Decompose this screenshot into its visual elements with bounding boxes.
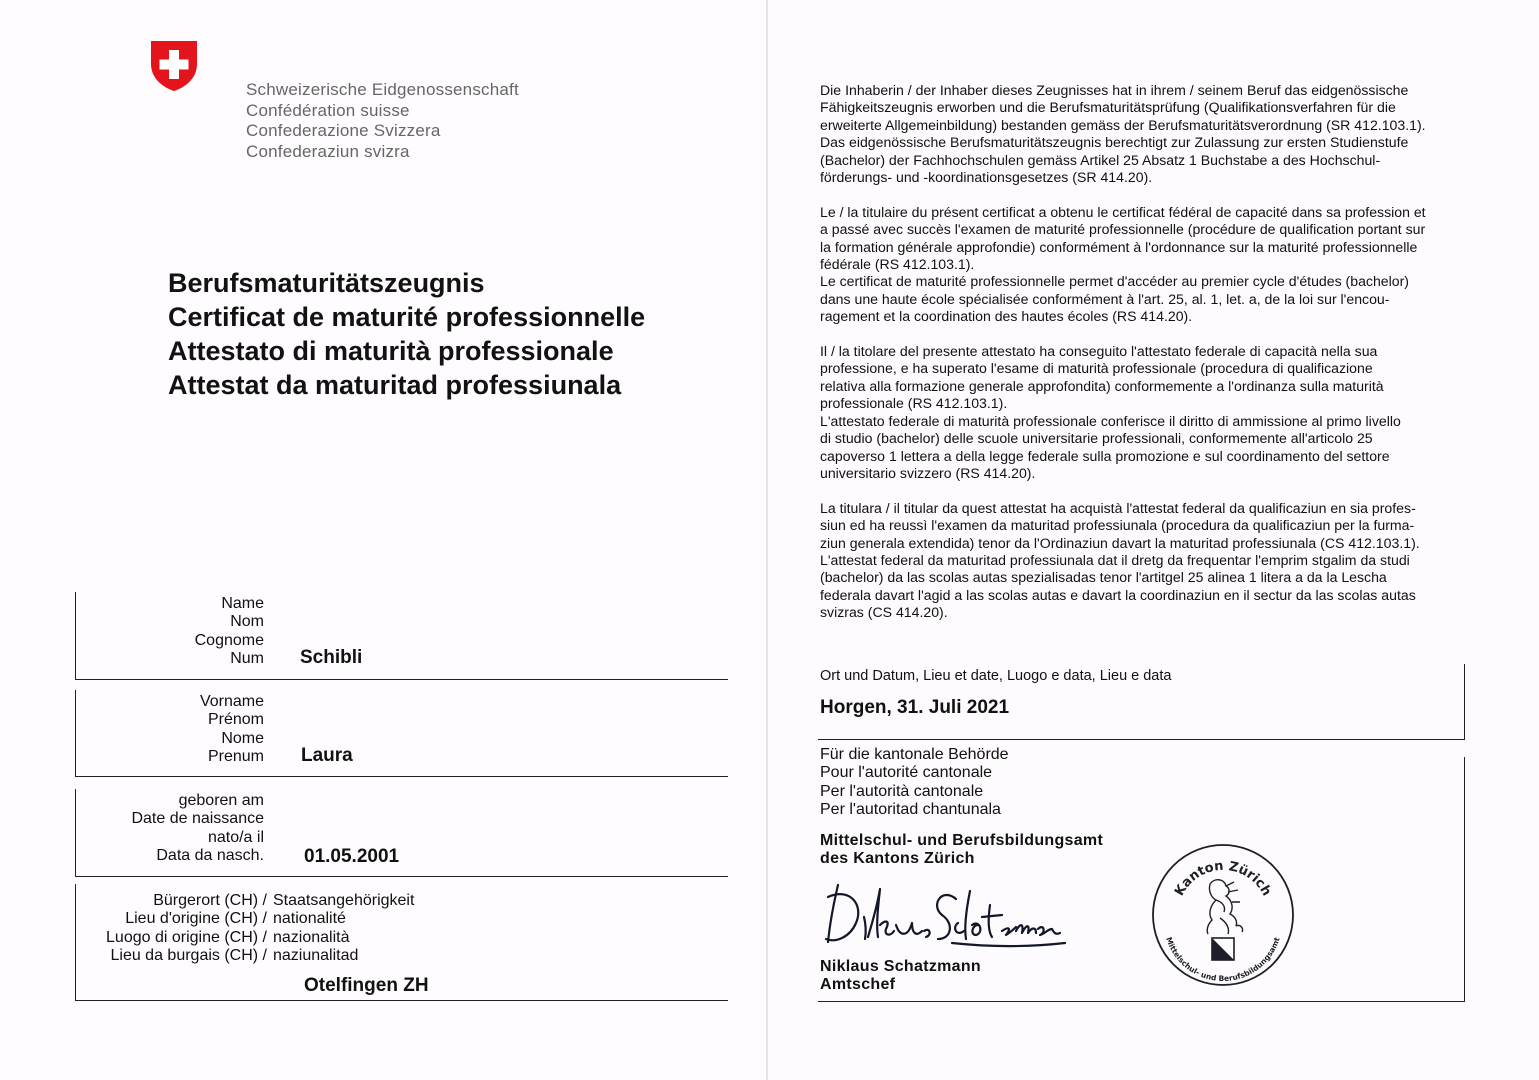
nationality-label: naziunalitad <box>273 947 359 965</box>
official-seal-icon <box>1150 842 1296 988</box>
label-rm: Data da nasch. <box>156 847 264 865</box>
text-line: fédérale (RS 412.103.1). <box>820 256 975 273</box>
confederation-rm: Confederaziun svizra <box>246 141 410 161</box>
text-line: förderungs- und -koordinationsgesetzes (SR 414.20). <box>820 169 1153 186</box>
signer-title: Amtschef <box>820 976 896 994</box>
authority-label-fr: Pour l'autorité cantonale <box>820 764 993 782</box>
birthdate-labels <box>131 792 264 866</box>
text-line: (bachelor) da las scolas autas spezialisadas tenor l'artitgel 25 alinea 1 litera a da la Lescha <box>820 569 1387 586</box>
seal-bottom-text: Mittelschul- und Berufsbildungsamt <box>1164 935 1282 984</box>
paragraph-rm <box>820 500 1465 622</box>
label-fr: Prénom <box>207 711 264 729</box>
signer <box>820 958 981 995</box>
text-line: federala davart l'agid a las scolas autas e davart la coordinaziun en il sectur da las scolas autas <box>820 586 1416 603</box>
origin-place-label: Luogo di origine (CH) / <box>106 928 267 946</box>
origin-value: Otelfingen ZH <box>304 975 429 996</box>
label-de: Name <box>221 595 264 612</box>
office-line: des Kantons Zürich <box>820 850 975 868</box>
label-rm: Prenum <box>207 748 264 766</box>
authority-label-it: Per l'autorità cantonale <box>820 782 984 800</box>
origin-row-fr <box>76 910 414 928</box>
origin-row-de <box>76 892 414 910</box>
place-date-value: Horgen, 31. Juli 2021 <box>820 697 1010 718</box>
title-it: Attestato di maturità professionale <box>168 336 614 366</box>
text-line: Fähigkeitszeugnis erworben und die Berufsmaturitätsprüfung (Qualifikationsverfahren für die <box>820 99 1396 116</box>
text-line: (Bachelor) der Fachhochschulen gemäss Artikel 25 Absatz 1 Buchstabe a des Hochschul- <box>820 151 1381 168</box>
surname-field <box>75 592 728 680</box>
origin-field <box>75 884 728 1001</box>
firstname-field <box>75 690 728 777</box>
label-it: Cognome <box>194 631 264 649</box>
place-date-label: Ort und Datum, Lieu et date, Luogo e data, Lieu e data <box>820 668 1172 684</box>
label-fr: Nom <box>230 613 264 631</box>
text-line: L'attestato federale di maturità professionale conferisce il diritto di ammissione al primo livello <box>820 412 1401 429</box>
paragraph-de <box>820 82 1465 186</box>
text-line: professionale (RS 412.103.1). <box>820 395 1008 412</box>
nationality-label: nazionalità <box>273 928 350 946</box>
surname-value: Schibli <box>300 647 363 668</box>
text-line: Die Inhaberin / der Inhaber dieses Zeugnisses hat in ihrem / seinem Beruf das eidgenössische <box>820 82 1409 98</box>
text-line: capoverso 1 lettera a della legge federale sulla promozione e sul coordinamento del settore <box>820 447 1390 464</box>
text-line: relativa alla formazione generale approfondita) conformemente a l'ordinanza sulla maturità <box>820 377 1384 394</box>
lion-icon <box>1207 880 1242 934</box>
firstname-value: Laura <box>301 745 353 766</box>
text-line: ziun generala extendida) tenor da l'Ordinaziun davart la maturitad professiunala (CS 412.103.1). <box>820 534 1420 551</box>
authority-labels <box>820 746 1009 820</box>
birthdate-value: 01.05.2001 <box>304 846 400 867</box>
origin-place-label: Bürgerort (CH) / <box>153 892 267 909</box>
text-line: Le / la titulaire du présent certificat a obtenu le certificat fédéral de capacité dans sa profession et <box>820 203 1426 220</box>
text-line: a passé avec succès l'examen de maturité professionnelle (procédure de qualification portant sur <box>820 221 1426 238</box>
text-line: la formation générale approfondie) conformément à l'ordonnance sur la maturité professionnelle <box>820 238 1418 255</box>
label-fr: Date de naissance <box>131 810 264 828</box>
authority-field <box>818 746 1465 1002</box>
birthdate-field <box>75 789 728 877</box>
label-de: geboren am <box>178 792 264 809</box>
origin-labels <box>76 892 414 966</box>
swiss-crest-icon <box>149 38 199 92</box>
confederation-it: Confederazione Svizzera <box>246 121 441 140</box>
handwritten-signature <box>820 877 1070 952</box>
confederation-names <box>246 80 519 162</box>
label-rm: Num <box>230 650 264 668</box>
zurich-shield-icon <box>1212 938 1234 960</box>
text-line: Das eidgenössische Berufsmaturitätszeugnis berechtigt zur Zulassung zur ersten Studienstufe <box>820 134 1409 151</box>
legal-text <box>820 82 1465 622</box>
text-line: L'attestat federal da maturitad professiunala dat il dretg da frequentar l'emprim stgalim da studi <box>820 551 1410 568</box>
certificate-title <box>168 266 645 402</box>
title-fr: Certificat de maturité professionnelle <box>168 302 646 332</box>
text-line: Le certificat de maturité professionnelle permet d'accéder au premier cycle d'études (bachelor) <box>820 273 1409 290</box>
title-de: Berufsmaturitätszeugnis <box>168 268 485 298</box>
place-date-field <box>818 664 1465 740</box>
text-line: professione, e ha superato l'esame di maturità professionale (procedura di qualificazione <box>820 360 1373 377</box>
label-it: Nome <box>221 729 264 747</box>
text-line: universitario svizzero (RS 414.20). <box>820 464 1036 481</box>
text-line: Il / la titolare del presente attestato ha conseguito l'attestato federale di capacità nella sua <box>820 343 1378 360</box>
origin-place-label: Lieu da burgais (CH) / <box>110 947 267 965</box>
seal-top-text: Kanton Zürich <box>1172 858 1274 899</box>
confederation-de: Schweizerische Eidgenossenschaft <box>246 80 519 99</box>
text-line: di studio (bachelor) delle scuole universitarie professionali, conformemente all'articolo 25 <box>820 430 1373 447</box>
paragraph-fr <box>820 204 1465 326</box>
nationality-label: nationalité <box>273 910 346 928</box>
surname-labels <box>195 595 264 669</box>
text-line: erweiterte Allgemeinbildung) bestanden gemäss der Berufsmaturitätsverordnung (SR 412.103.1). <box>820 116 1426 133</box>
signer-name: Niklaus Schatzmann <box>820 958 982 975</box>
authority-label-de: Für die kantonale Behörde <box>820 746 1009 763</box>
text-line: La titulara / il titular da quest attestat ha acquistà l'attestat federal da qualificaziun en sia profes- <box>820 499 1416 516</box>
issuing-office <box>820 832 1103 869</box>
origin-row-it <box>76 929 414 947</box>
label-de: Vorname <box>199 693 264 710</box>
text-line: siun ed ha reussì l'examen da maturitad professiunala (procedura da qualificaziun per la furma- <box>820 517 1415 534</box>
paragraph-it <box>820 343 1465 482</box>
page-fold <box>766 0 768 1080</box>
origin-row-rm <box>76 947 414 965</box>
title-rm: Attestat da maturitad professiunala <box>168 370 622 400</box>
label-it: nato/a il <box>207 828 264 846</box>
text-line: dans une haute école spécialisée conformément à l'art. 25, al. 1, let. a, de la loi sur l'encou- <box>820 290 1390 307</box>
authority-label-rm: Per l'autoritad chantunala <box>820 801 1001 819</box>
text-line: ragement et la coordination des hautes écoles (RS 414.20). <box>820 308 1193 325</box>
office-line: Mittelschul- und Berufsbildungsamt <box>820 832 1104 849</box>
firstname-labels <box>200 693 264 767</box>
origin-place-label: Lieu d'origine (CH) / <box>125 910 267 928</box>
confederation-fr: Confédération suisse <box>246 100 410 120</box>
text-line: svizras (CS 414.20). <box>820 604 948 621</box>
nationality-label: Staatsangehörigkeit <box>273 892 415 909</box>
